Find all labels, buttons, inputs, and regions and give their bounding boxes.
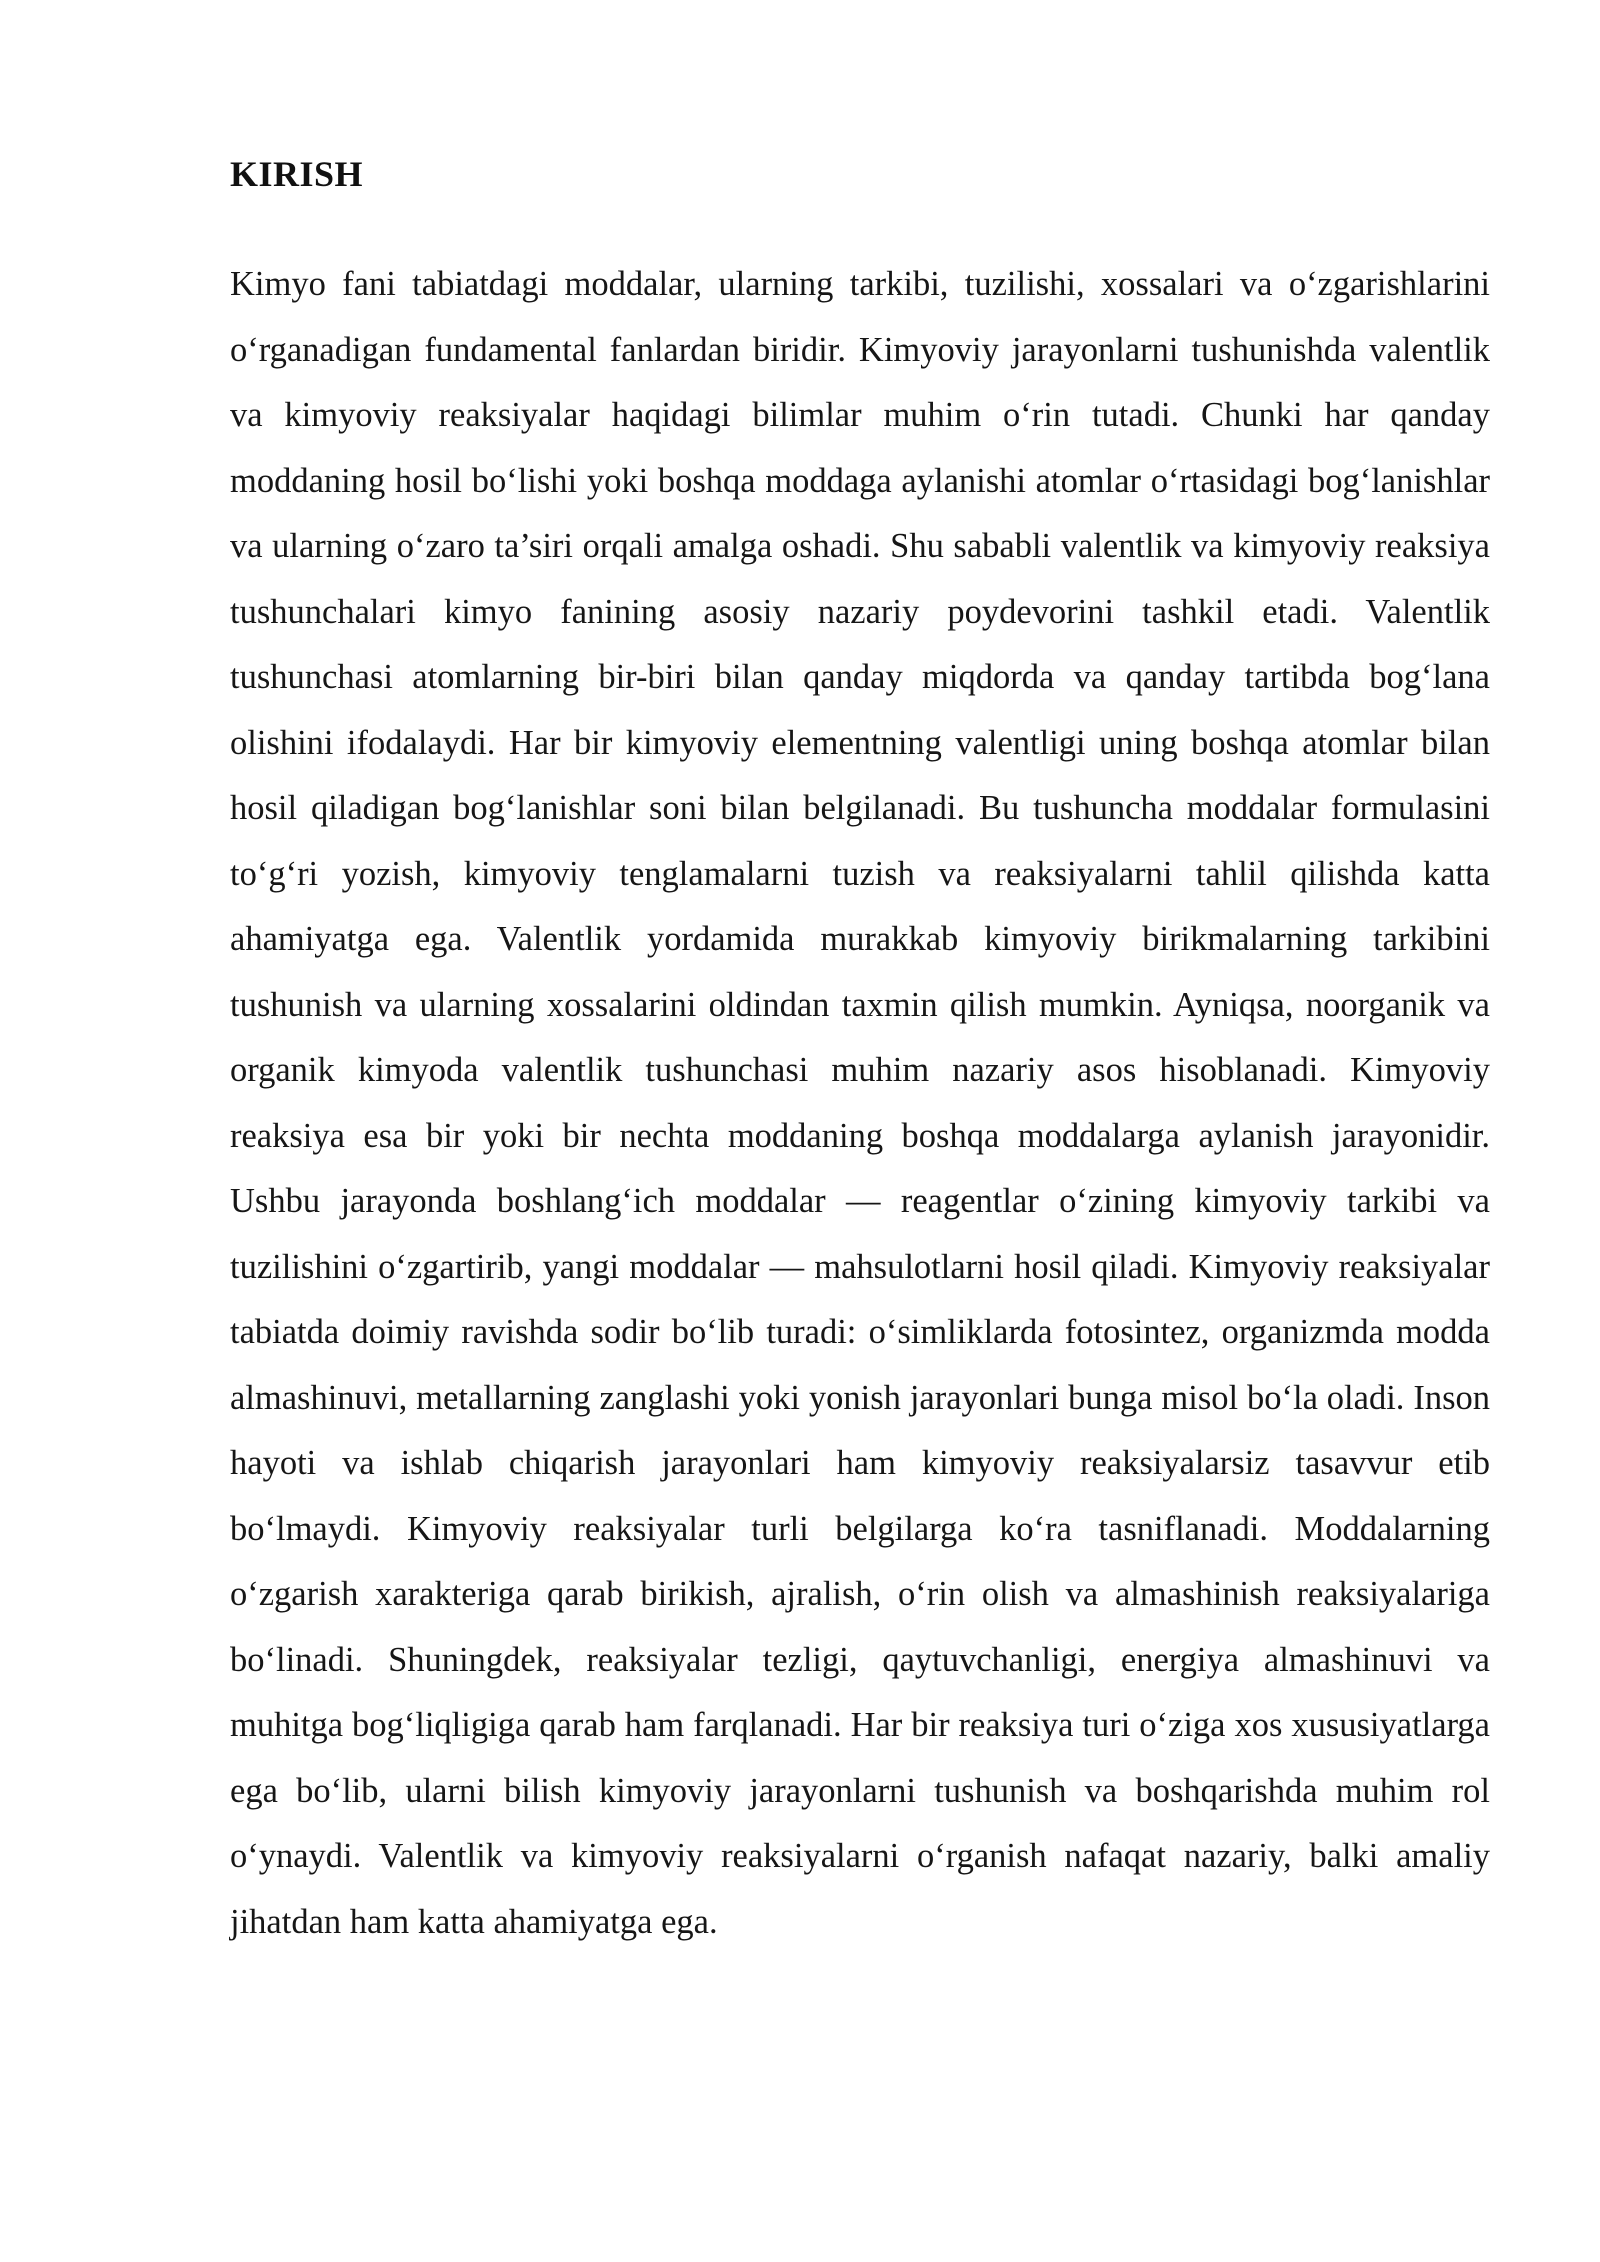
body-paragraph: Kimyo fani tabiatdagi moddalar, ularning tarkibi, tuzilishi, xossalari va o‘zgarishlarini o‘rganadigan fundamental fanlardan biridir. Kimyoviy jarayonlarni tushunishda valentlik va kimyoviy reaksiyalar haqidagi bilimlar muhim o‘rin tutadi. Chunki har qanday moddaning hosil bo‘lishi yoki boshqa moddaga aylanishi atomlar o‘rtasidagi bog‘lanishlar va ularning o‘zaro ta’siri orqali amalga oshadi. Shu sababli valentlik va kimyoviy reaksiya tushunchalari kimyo fanining asosiy nazariy poydevorini tashkil etadi. Valentlik tushunchasi atomlarning bir-biri bilan qanday miqdorda va qanday tartibda bog‘lana olishini ifodalaydi. Har bir kimyoviy elementning valentligi uning boshqa atomlar bilan hosil qiladigan bog‘lanishlar soni bilan belgilanadi. Bu tushuncha moddalar formulasini to‘g‘ri yozish, kimyoviy tenglamalarni tuzish va reaksiyalarni tahlil qilishda katta ahamiyatga ega. Valentlik yordamida murakkab kimyoviy birikmalarning tarkibini tushunish va ularning xossalarini oldindan taxmin qilish mumkin. Ayniqsa, noorganik va organik kimyoda valentlik tushunchasi muhim nazariy asos hisoblanadi. Kimyoviy reaksiya esa bir yoki bir nechta moddaning boshqa moddalarga aylanish jarayonidir. Ushbu jarayonda boshlang‘ich moddalar — reagentlar o‘zining kimyoviy tarkibi va tuzilishini o‘zgartirib, yangi moddalar — mahsulotlarni hosil qiladi. Kimyoviy reaksiyalar tabiatda doimiy ravishda sodir bo‘lib turadi: o‘simliklarda fotosintez, organizmda modda almashinuvi, metallarning zanglashi yoki yonish jarayonlari bunga misol bo‘la oladi. Inson hayoti va ishlab chiqarish jarayonlari ham kimyoviy reaksiyalarsiz tasavvur etib bo‘lmaydi. Kimyoviy reaksiyalar turli belgilarga ko‘ra tasniflanadi. Moddalarning o‘zgarish xarakteriga qarab birikish, ajralish, o‘rin olish va almashinish reaksiyalariga bo‘linadi. Shuningdek, reaksiyalar tezligi, qaytuvchanligi, energiya almashinuvi va muhitga bog‘liqligiga qarab ham farqlanadi. Har bir reaksiya turi o‘ziga xos xususiyatlarga ega bo‘lib, ularni bilish kimyoviy jarayonlarni tushunish va boshqarishda muhim rol o‘ynaydi. Valentlik va kimyoviy reaksiyalarni o‘rganish nafaqat nazariy, balki amaliy jihatdan ham katta ahamiyatga ega.: [230, 265, 1490, 1941]
section-heading: KIRISH: [230, 154, 364, 194]
